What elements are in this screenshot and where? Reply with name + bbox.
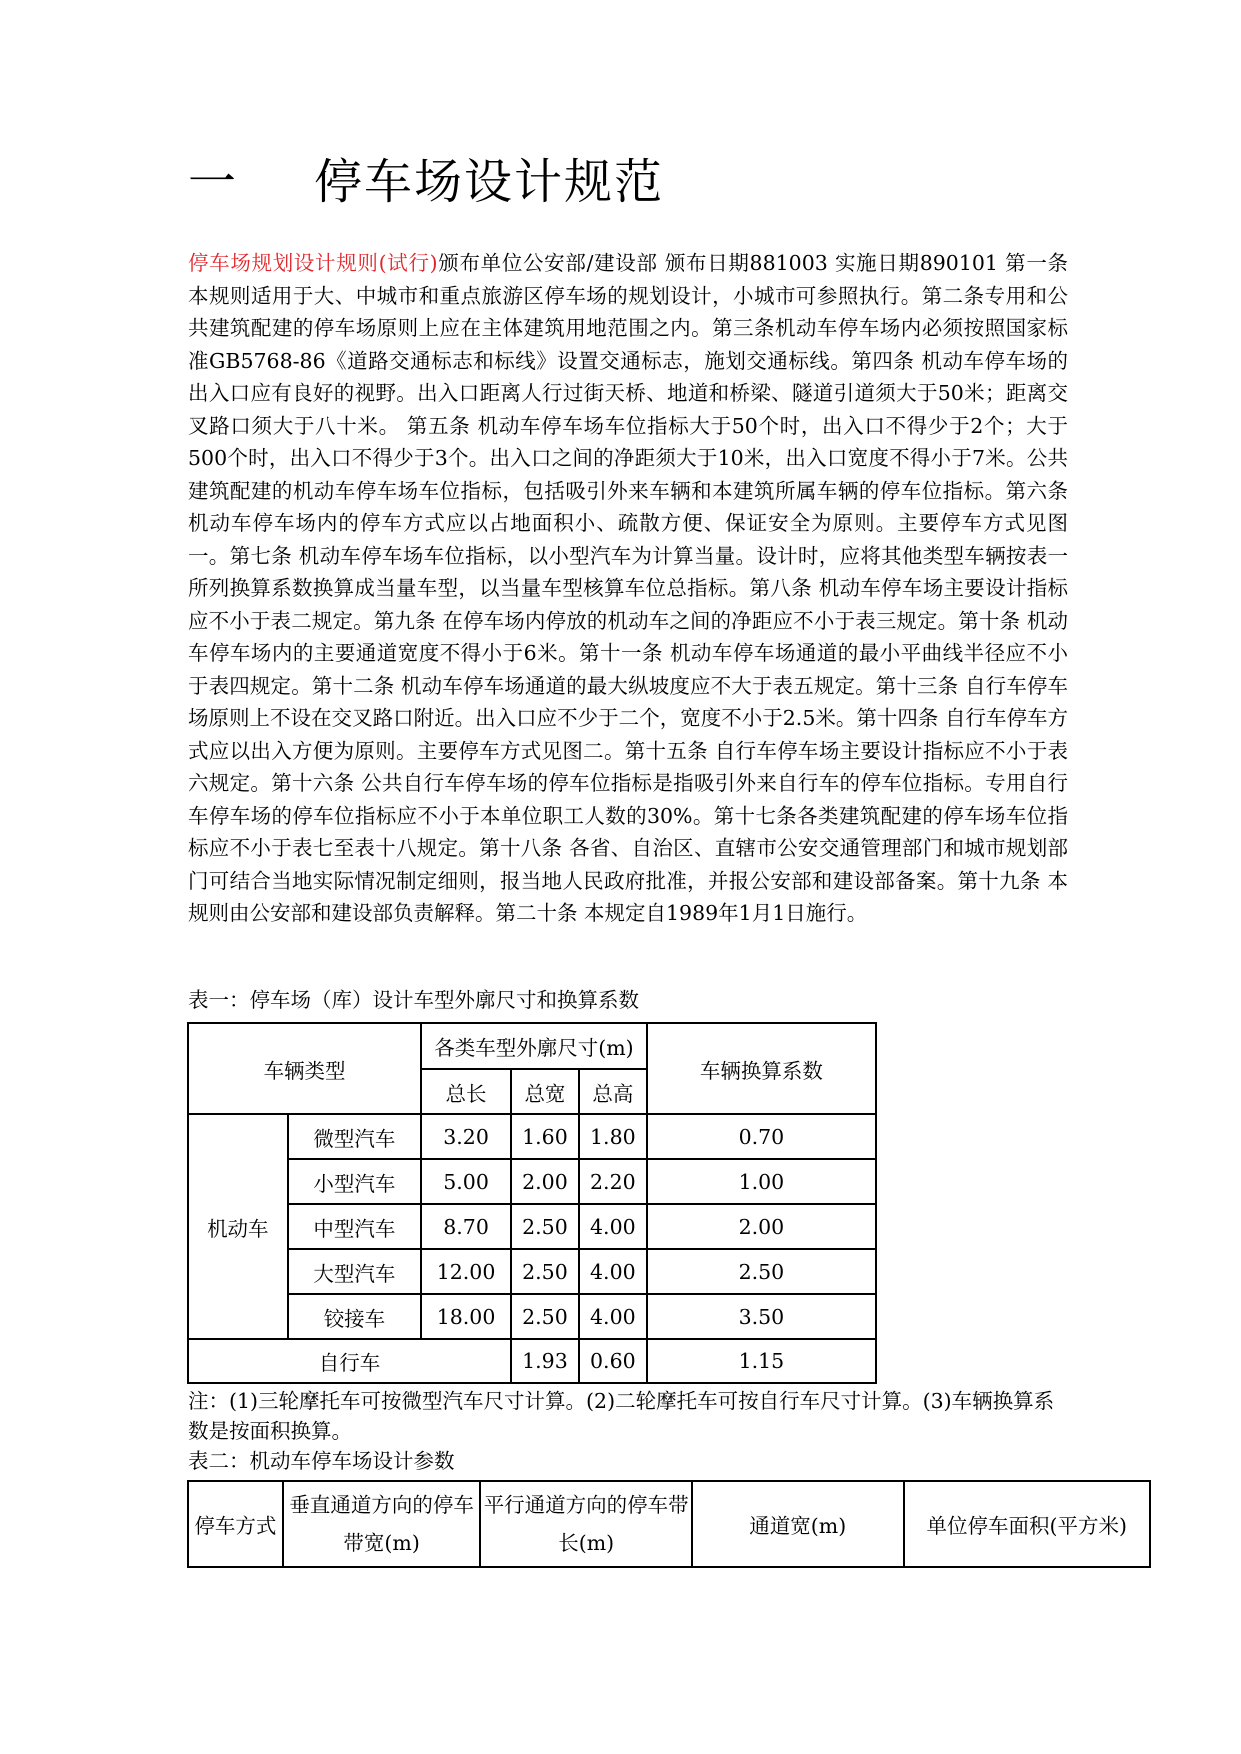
page-heading [188,150,664,214]
height-cell: 4.00 [579,1249,647,1294]
table-row [188,1294,876,1339]
length-cell: 8.70 [421,1204,511,1249]
header-width: 总宽 [511,1069,579,1114]
width-cell: 1.93 [511,1339,579,1383]
heading-number: 一 [188,154,239,210]
header-parallel-band-length: 平行通道方向的停车带长(m) [480,1481,692,1567]
height-cell: 4.00 [579,1204,647,1249]
height-cell: 0.60 [579,1339,647,1383]
width-cell: 2.50 [511,1294,579,1339]
group-motor-vehicle: 机动车 [188,1114,288,1339]
regulation-text [188,247,1068,930]
length-cell: 3.20 [421,1114,511,1159]
width-cell: 2.50 [511,1204,579,1249]
table2-caption: 表二：机动车停车场设计参数 [188,1449,455,1473]
header-vertical-band-width: 垂直通道方向的停车带宽(m) [283,1481,481,1567]
parking-design-parameters-table [187,1480,1151,1568]
width-cell: 2.50 [511,1249,579,1294]
vehicle-name: 微型汽车 [288,1114,421,1159]
length-cell: 18.00 [421,1294,511,1339]
header-vehicle-type: 车辆类型 [188,1023,421,1114]
vehicle-name: 大型汽车 [288,1249,421,1294]
vehicle-name: 小型汽车 [288,1159,421,1204]
length-cell: 5.00 [421,1159,511,1204]
height-cell: 4.00 [579,1294,647,1339]
header-coefficient: 车辆换算系数 [647,1023,876,1114]
width-cell: 2.00 [511,1159,579,1204]
coefficient-cell: 2.00 [647,1204,876,1249]
table1-caption: 表一：停车场（库）设计车型外廓尺寸和换算系数 [188,988,639,1012]
vehicle-name-bicycle: 自行车 [188,1339,511,1383]
table1-note: 注：(1)三轮摩托车可按微型汽车尺寸计算。(2)二轮摩托车可按自行车尺寸计算。(3)车辆换算系数是按面积换算。 [188,1389,1055,1443]
vehicle-name: 铰接车 [288,1294,421,1339]
coefficient-cell: 1.15 [647,1339,876,1383]
coefficient-cell: 2.50 [647,1249,876,1294]
header-parking-mode: 停车方式 [188,1481,283,1567]
height-cell: 2.20 [579,1159,647,1204]
header-height: 总高 [579,1069,647,1114]
heading-title: 停车场设计规范 [314,154,665,210]
header-dimensions: 各类车型外廓尺寸(m) [421,1023,647,1069]
table-row [188,1204,876,1249]
regulation-body: 颁布单位公安部/建设部 颁布日期881003 实施日期890101 第一条 本规则适用于大、中城市和重点旅游区停车场的规划设计，小城市可参照执行。第二条专用和公共建筑配建的停车场原则上应在主体建筑用地范围之内。第三条机动车停车场内必须按照国家标准GB5768-86《道路交通标志和标线》设置交通标志，施划交通标线。第四条 机动车停车场的出入口应有良好的视野。出入口距离人行过街天桥、地道和桥梁、隧道引道须大于50米；距离交叉路口须大于八十米。 第五条 机动车停车场车位指标大于50个时，出入口不得少于2个；大于500个时，出入口不得少于3个。出入口之间的净距须大于10米，出入口宽度不得小于7米。公共建筑配建的机动车停车场车位指标，包括吸引外来车辆和本建筑所属车辆的停车位指标。第六条 机动车停车场内的停车方式应以占地面积小、疏散方便、保证安全为原则。主要停车方式见图一。第七条 机动车停车场车位指标，以小型汽车为计算当量。设计时，应将其他类型车辆按表一所列换算系数换算成当量车型，以当量车型核算车位总指标。第八条 机动车停车场主要设计指标应不小于表二规定。第九条 在停车场内停放的机动车之间的净距应不小于表三规定。第十条 机动车停车场内的主要通道宽度不得小于6米。第十一条 机动车停车场通道的最小平曲线半径应不小于表四规定。第十二条 机动车停车场通道的最大纵坡度应不大于表五规定。第十三条 自行车停车场原则上不设在交叉路口附近。出入口应不少于二个，宽度不小于2.5米。第十四条 自行车停车方式应以出入方便为原则。主要停车方式见图二。第十五条 自行车停车场主要设计指标应不小于表六规定。第十六条 公共自行车停车场的停车位指标是指吸引外来自行车的停车位指标。专用自行车停车场的停车位指标应不小于本单位职工人数的30%。第十七条各类建筑配建的停车场车位指标应不小于表七至表十八规定。第十八条 各省、自治区、直辖市公安交通管理部门和城市规划部门可结合当地实际情况制定细则，报当地人民政府批准，并报公安部和建设部备案。第十九条 本规则由公安部和建设部负责解释。第二十条 本规定自1989年1月1日施行。 [188,251,1069,925]
coefficient-cell: 1.00 [647,1159,876,1204]
header-unit-area: 单位停车面积(平方米) [904,1481,1150,1567]
table-row [188,1339,876,1383]
coefficient-cell: 0.70 [647,1114,876,1159]
table-row [188,1114,876,1159]
width-cell: 1.60 [511,1114,579,1159]
table-row [188,1159,876,1204]
coefficient-cell: 3.50 [647,1294,876,1339]
length-cell: 12.00 [421,1249,511,1294]
vehicle-name: 中型汽车 [288,1204,421,1249]
header-length: 总长 [421,1069,511,1114]
height-cell: 1.80 [579,1114,647,1159]
table-row [188,1249,876,1294]
header-aisle-width: 通道宽(m) [692,1481,904,1567]
regulation-title: 停车场规划设计规则(试行) [188,251,438,275]
vehicle-dimensions-table [187,1022,877,1384]
